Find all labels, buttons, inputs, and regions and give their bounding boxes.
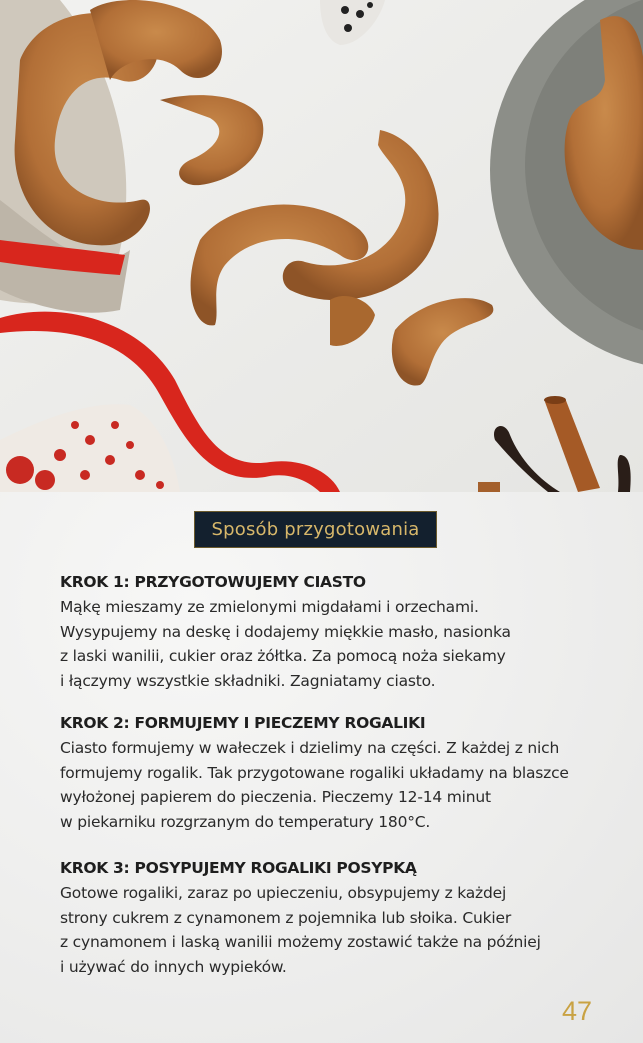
recipe-photo — [0, 0, 643, 492]
step-1-title: KROK 1: PRZYGOTOWUJEMY CIASTO — [60, 573, 366, 591]
step-3-body — [60, 881, 620, 979]
step-2 — [60, 714, 620, 834]
step-1 — [60, 573, 620, 693]
step-3-line: Gotowe rogaliki, zaraz po upieczeniu, obsypujemy z każdej — [60, 884, 507, 902]
step-1-body — [60, 595, 620, 693]
step-1-line: Mąkę mieszamy ze zmielonymi migdałami i orzechami. — [60, 598, 479, 616]
step-3-line: i używać do innych wypieków. — [60, 957, 287, 976]
step-2-line: Ciasto formujemy w wałeczek i dzielimy na części. Z każdej z nich — [60, 739, 560, 757]
step-3-line: z cynamonem i laską wanilii możemy zostawić także na później — [60, 933, 541, 952]
step-2-line: wyłożonej papierem do pieczenia. Pieczemy 12-14 minut — [60, 788, 491, 807]
step-1-line: i łączymy wszystkie składniki. Zagniatamy ciasto. — [60, 671, 436, 690]
section-title-badge: Sposób przygotowania — [194, 511, 437, 548]
step-2-title: KROK 2: FORMUJEMY I PIECZEMY ROGALIKI — [60, 714, 426, 732]
step-1-line: z laski wanilii, cukier oraz żółtka. Za pomocą noża siekamy — [60, 647, 506, 666]
step-2-line: w piekarniku rozgrzanym do temperatury 180°C. — [60, 812, 431, 831]
step-2-line: formujemy rogalik. Tak przygotowane rogaliki układamy na blaszce — [60, 763, 569, 782]
page-number: 47 — [562, 996, 593, 1026]
step-1-line: Wysypujemy na deskę i dodajemy miękkie masło, nasionka — [60, 622, 511, 641]
step-3 — [60, 859, 620, 979]
step-3-line: strony cukrem z cynamonem z pojemnika lub słoika. Cukier — [60, 908, 511, 927]
step-3-title: KROK 3: POSYPUJEMY ROGALIKI POSYPKĄ — [60, 859, 417, 877]
step-2-body — [60, 736, 620, 834]
